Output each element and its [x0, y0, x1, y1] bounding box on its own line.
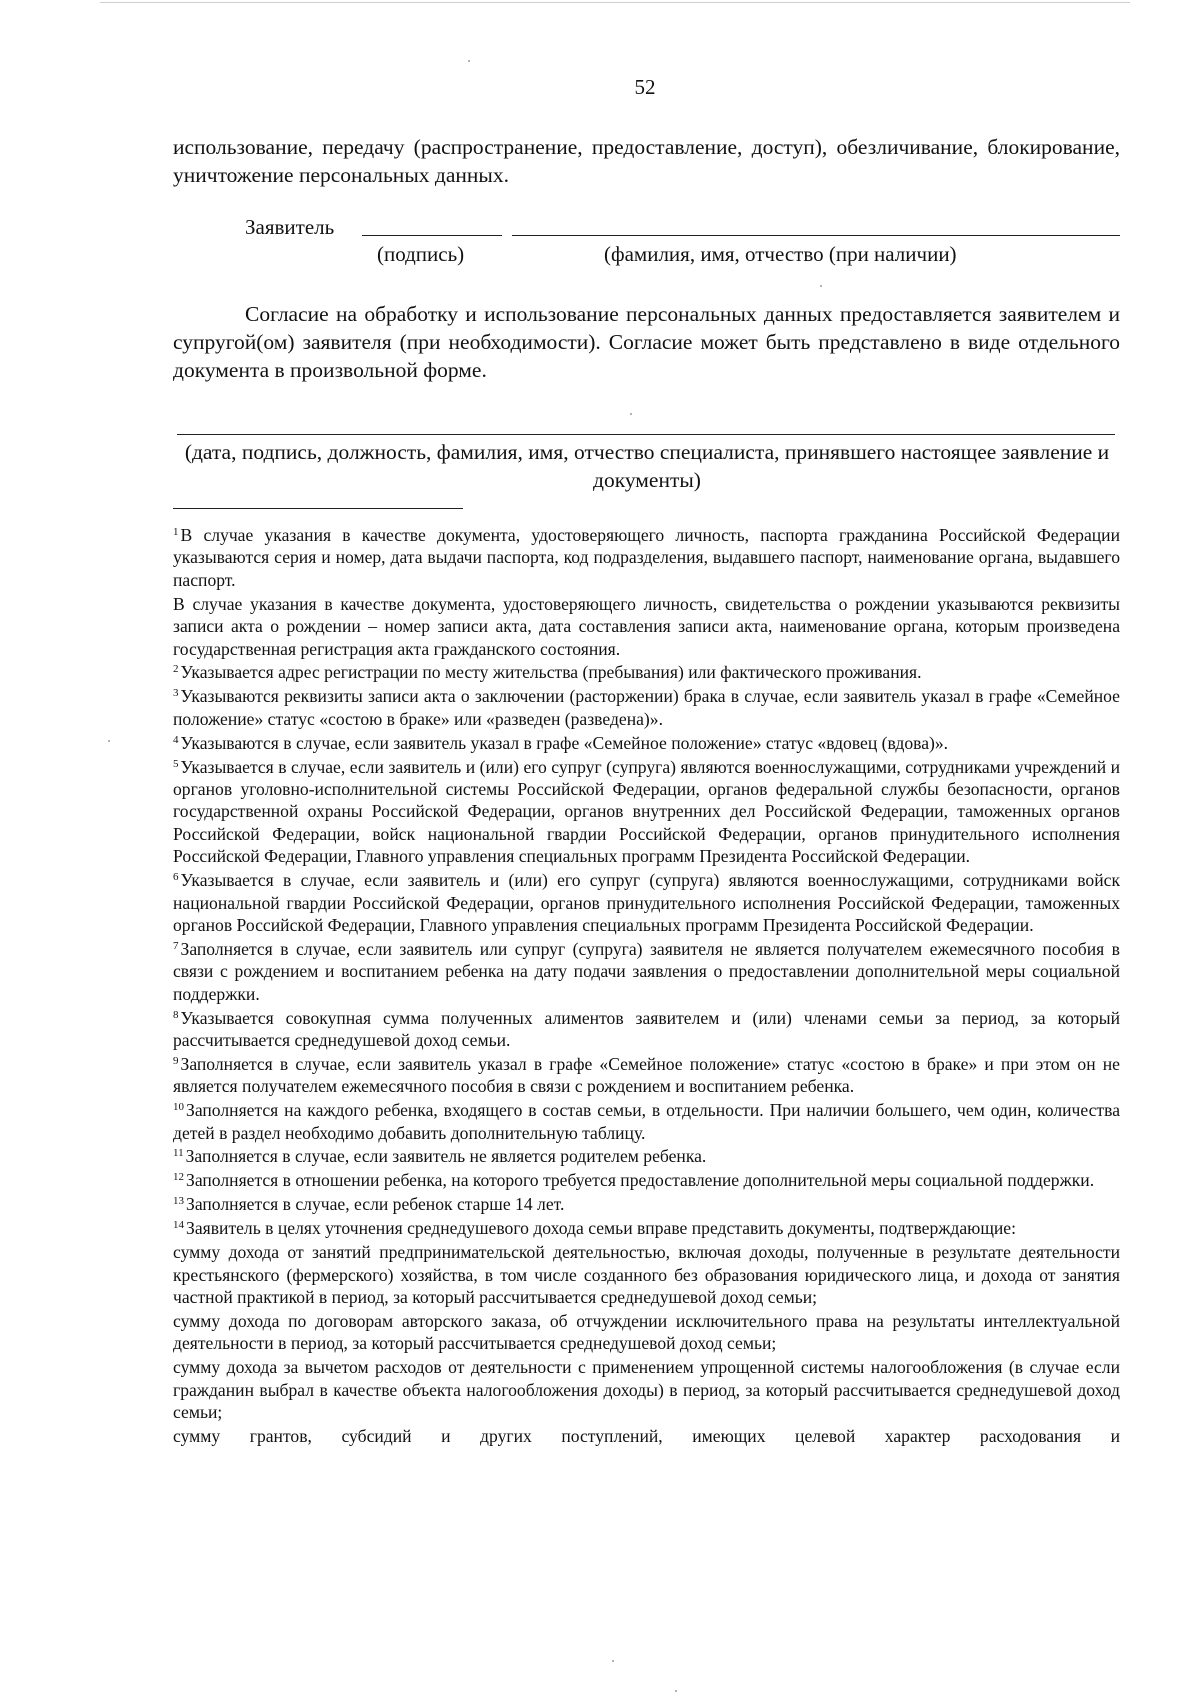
footnote-1-continued — [173, 593, 1120, 660]
footnote-mark: 10 — [173, 1101, 184, 1114]
footnote-mark: 14 — [173, 1219, 184, 1232]
footnote-text: Указываются в случае, если заявитель указал в графе «Семейное положение» статус «вдовец (вдова)». — [180, 732, 949, 753]
footnote-14-item-business — [173, 1241, 1120, 1308]
footnote-13 — [173, 1193, 1120, 1215]
footnote-10 — [173, 1099, 1120, 1144]
footnote-text: Заполняется в случае, если заявитель указал в графе «Семейное положение» статус «состою в браке» и при этом он не является получателем ежемесячного пособия в связи с рождением и воспитанием ребенка. — [173, 1053, 1120, 1097]
footnote-mark: 2 — [173, 663, 179, 676]
footnote-mark: 4 — [173, 733, 179, 746]
footnote-14-item-simplified-tax — [173, 1356, 1120, 1423]
footnote-mark: 6 — [173, 871, 179, 884]
footnote-separator — [173, 508, 463, 509]
specialist-caption: (дата, подпись, должность, фамилия, имя, отчество специалиста, принявшего настоящее заявление и документы) — [184, 440, 1110, 492]
footnote-text: Заполняется в случае, если заявитель или супруг (супруга) заявителя не является получателем ежемесячного пособия в связи с рождением и воспитанием ребенка на дату подачи заявления о предоставлении дополнительной меры социальной поддержки. — [173, 938, 1120, 1004]
footnote-mark: 3 — [173, 687, 179, 700]
footnote-9 — [173, 1053, 1120, 1098]
intro-paragraph: использование, передачу (распространение, предоставление, доступ), обезличивание, блокирование, уничтожение персональных данных. — [173, 135, 1120, 187]
footnote-text: сумму грантов, субсидий и других поступлений, имеющих целевой характер расходования и — [173, 1425, 1120, 1446]
footnote-mark: 1 — [173, 526, 179, 538]
footnote-14-item-grants — [173, 1425, 1120, 1447]
scan-speck — [468, 60, 470, 62]
footnote-mark: 11 — [173, 1147, 184, 1160]
footnote-text: Указываются реквизиты записи акта о заключении (расторжении) брака в случае, если заявитель указал в графе «Семейное положение» статус «состою в браке» или «разведен (разведена)». — [173, 686, 1120, 729]
footnote-text: Заполняется в случае, если заявитель не является родителем ребенка. — [185, 1146, 707, 1167]
footnote-6 — [173, 869, 1120, 936]
footnote-2 — [173, 661, 1120, 683]
footnote-mark: 9 — [173, 1054, 179, 1067]
name-line — [512, 235, 1120, 236]
footnote-mark: 8 — [173, 1008, 179, 1021]
footnote-11 — [173, 1145, 1120, 1167]
footnote-8 — [173, 1007, 1120, 1052]
name-caption: (фамилия, имя, отчество (при наличии) — [604, 242, 957, 266]
footnote-mark: 7 — [173, 939, 179, 952]
scan-speck — [612, 1660, 614, 1662]
footnote-5 — [173, 756, 1120, 868]
page-number: 52 — [634, 75, 656, 99]
scan-speck — [820, 285, 822, 287]
footnotes-section — [173, 524, 1120, 1449]
footnote-14 — [173, 1217, 1120, 1239]
scan-speck — [630, 413, 632, 415]
footnote-text: сумму дохода от занятий предпринимательской деятельностью, включая доходы, полученные в результате деятельности крестьянского (фермерского) хозяйства, в том числе созданного без образования юридического лица, и дохода от занятия частной практикой в период, за который рассчитывается среднедушевой доход семьи; — [173, 1242, 1120, 1307]
footnote-text: Заполняется на каждого ребенка, входящего в состав семьи, в отдельности. При наличии большего, чем один, количества детей в раздел необходимо добавить дополнительную таблицу. — [173, 1100, 1120, 1143]
footnote-12 — [173, 1169, 1120, 1191]
footnote-7 — [173, 938, 1120, 1005]
scan-edge-line — [100, 2, 1130, 3]
footnote-mark: 13 — [173, 1195, 184, 1208]
footnote-text: Заполняется в отношении ребенка, на которого требуется предоставление дополнительной меры социальной поддержки. — [186, 1170, 1095, 1191]
applicant-label: Заявитель — [245, 215, 335, 239]
footnote-text: В случае указания в качестве документа, удостоверяющего личность, свидетельства о рождении указываются реквизиты записи акта о рождении – номер записи акта, дата составления записи акта, наименование органа, которым произведена государственная регистрация акта гражданского состояния. — [173, 593, 1120, 659]
footnote-text: Заявитель в целях уточнения среднедушевого дохода семьи вправе представить документы, подтверждающие: — [186, 1218, 1016, 1239]
footnote-text: Указывается в случае, если заявитель и (или) его супруг (супруга) являются военнослужащими, сотрудниками учреждений и органов уголовно-исполнительной системы Российской Федерации, органов федеральной службы безопасности, органов государственной охраны Российской Федерации, органов внутренних дел Российской Федерации, таможенных органов Российской Федерации, войск национальной гвардии Российской Федерации, органов принудительного исполнения Российской Федерации, Главного управления специальных программ Президента Российской Федерации. — [173, 756, 1120, 867]
signature-caption: (подпись) — [377, 242, 465, 266]
footnote-text: сумму дохода за вычетом расходов от деятельности с применением упрощенной системы налогообложения (в случае если гражданин выбрал в качестве объекта налогообложения доходы) в период, за который рассчитывается среднедушевой доход семьи; — [173, 1357, 1120, 1422]
footnote-text: сумму дохода по договорам авторского заказа, об отчуждении исключительного права на результаты интеллектуальной деятельности в период, за который рассчитывается среднедушевой доход семьи; — [173, 1310, 1120, 1354]
consent-paragraph: Согласие на обработку и использование персональных данных предоставляется заявителем и супругой(ом) заявителя (при необходимости). Согласие может быть представлено в виде отдельного документа в произвольной форме. — [173, 302, 1120, 382]
footnote-text: Указывается совокупная сумма полученных алиментов заявителем и (или) членами семьи за период, за который рассчитывается среднедушевой доход семьи. — [173, 1007, 1120, 1050]
specialist-signature-line — [177, 434, 1115, 435]
footnote-text: Заполняется в случае, если ребенок старше 14 лет. — [186, 1194, 565, 1215]
scan-speck — [108, 740, 110, 742]
footnote-text: В случае указания в качестве документа, удостоверяющего личность, паспорта гражданина Российской Федерации указываются серия и номер, дата выдачи паспорта, код подразделения, выдавшего паспорт, наименование органа, выдавшего паспорт. — [173, 525, 1120, 590]
footnote-3 — [173, 685, 1120, 730]
footnote-4 — [173, 732, 1120, 754]
signature-line — [362, 235, 502, 236]
footnote-14-item-copyright — [173, 1310, 1120, 1355]
footnote-mark: 5 — [173, 757, 179, 770]
footnote-text: Указывается в случае, если заявитель и (или) его супруг (супруга) являются военнослужащими, сотрудниками войск национальной гвардии Российской Федерации, органов принудительного исполнения Российской Федерации, таможенных органов Российской Федерации, Главного управления специальных программ Президента Российской Федерации. — [173, 870, 1120, 935]
footnote-1 — [173, 524, 1120, 591]
footnote-text: Указывается адрес регистрации по месту жительства (пребывания) или фактического проживания. — [180, 662, 922, 683]
footnote-mark: 12 — [173, 1171, 184, 1184]
scan-speck — [675, 1690, 677, 1692]
